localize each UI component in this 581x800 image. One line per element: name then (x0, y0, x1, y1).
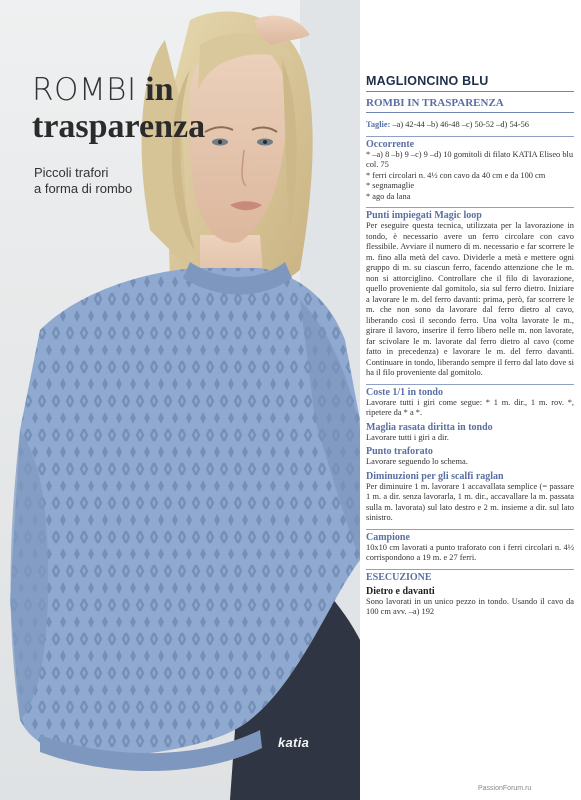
article-title (32, 72, 292, 146)
lace-stitch-title: Punto traforato (366, 446, 433, 457)
ribbing-title: Coste 1/1 in tondo (366, 386, 443, 398)
divider (366, 384, 574, 385)
raglan-decreases-title: Diminuzioni per gli scalfi raglan (366, 470, 504, 482)
execution-title: ESECUZIONE (366, 571, 432, 583)
stockinette-text: Lavorare tutti i giri a dir. (366, 432, 449, 442)
divider (366, 136, 574, 137)
pattern-instructions (366, 74, 574, 618)
materials-title: Occorrente (366, 138, 415, 150)
gauge-title: Campione (366, 531, 410, 543)
raglan-decreases-text: Per diminuire 1 m. lavorare 1 accavallata semplice (= passare 1 m. a dir. senza lavorarla, 1 m. dir., accavallare la m. passata sulla m. lavorata) sul lato destro e 2 m. insieme a dir. sul lato sinistro. (366, 481, 574, 522)
sizes (366, 120, 574, 131)
section-header: MAGLIONCINO BLU (366, 74, 574, 92)
subtitle-line-1: Piccoli trafori (34, 165, 109, 180)
materials-item: * segnamaglie (366, 181, 415, 190)
sizes-text: –a) 42-44 –b) 46-48 –c) 50-52 –d) 54-56 (390, 120, 529, 129)
materials-item: * ago da lana (366, 191, 411, 201)
site-watermark: PassionForum.ru (478, 785, 532, 792)
title-rombi: ROMBI (32, 72, 137, 108)
ribbing-text: Lavorare tutti i giri come segue: * 1 m. dir., 1 m. rov. *, ripetere da * a *. (366, 397, 574, 417)
materials-list (366, 150, 574, 203)
subtitle-line-2: a forma di rombo (34, 181, 133, 196)
title-in: in (145, 71, 174, 108)
title-trasparenza: trasparenza (32, 108, 206, 145)
back-front-title: Dietro e davanti (366, 585, 435, 597)
article-subtitle (34, 165, 214, 197)
materials-item: * ferri circolari n. 4½ con cavo da 40 cm e da 100 cm (366, 170, 546, 180)
gauge-text: 10x10 cm lavorati a punto traforato con i ferri circolari n. 4½ corrispondono a 19 m. e 27 ferri. (366, 542, 574, 562)
divider (366, 529, 574, 530)
materials-item: * –a) 8 –b) 9 –c) 9 –d) 10 gomitoli di filato KATIA Eliseo blu col. 75 (366, 149, 574, 169)
stitches-title: Punti impiegati Magic loop (366, 210, 482, 221)
execution-text: Sono lavorati in un unico pezzo in tondo. Usando il cavo da 100 cm avv. –a) 192 (366, 596, 574, 616)
katia-logo: katia (278, 735, 310, 750)
stockinette-title: Maglia rasata diritta in tondo (366, 421, 493, 433)
magic-loop-text: Per eseguire questa tecnica, utilizzata per la lavorazione in tondo, è necessario avere un ferro circolare con cavo flessibile. Avviare il numero di m. necessario e far scorrere le m. fino alla metà del cavo. Dividerle a metà e mettere ogni gruppo di m. su ciascun ferro, facendo attenzione che le m. non si attorciglino. Controllare che il filo di lavorazione, quello proveniente dal gomitolo, sia sul ferro dietro. Iniziare a lavorare le m. del ferro davanti: prima, però, far scorrere le m. che non sono da lavorare dal ferro dietro al cavo, liberando così il secondo ferro. Una volta lavorate le m., girare il lavoro, inserire il ferro libero nelle m. non lavorate, far scivolare le m. lavorate dal ferro dietro al cavo (come fatto in precedenza) e lavorare le m. del ferro davanti. Continuare in tondo, liberando sempre il ferro dal lato dove si ha il filo proveniente dal gomitolo. (366, 221, 574, 377)
divider (366, 569, 574, 570)
sizes-label: Taglie: (366, 120, 391, 129)
section-subheader: ROMBI IN TRASPARENZA (366, 97, 574, 113)
divider (366, 207, 574, 208)
lace-stitch-text: Lavorare seguendo lo schema. (366, 457, 468, 466)
